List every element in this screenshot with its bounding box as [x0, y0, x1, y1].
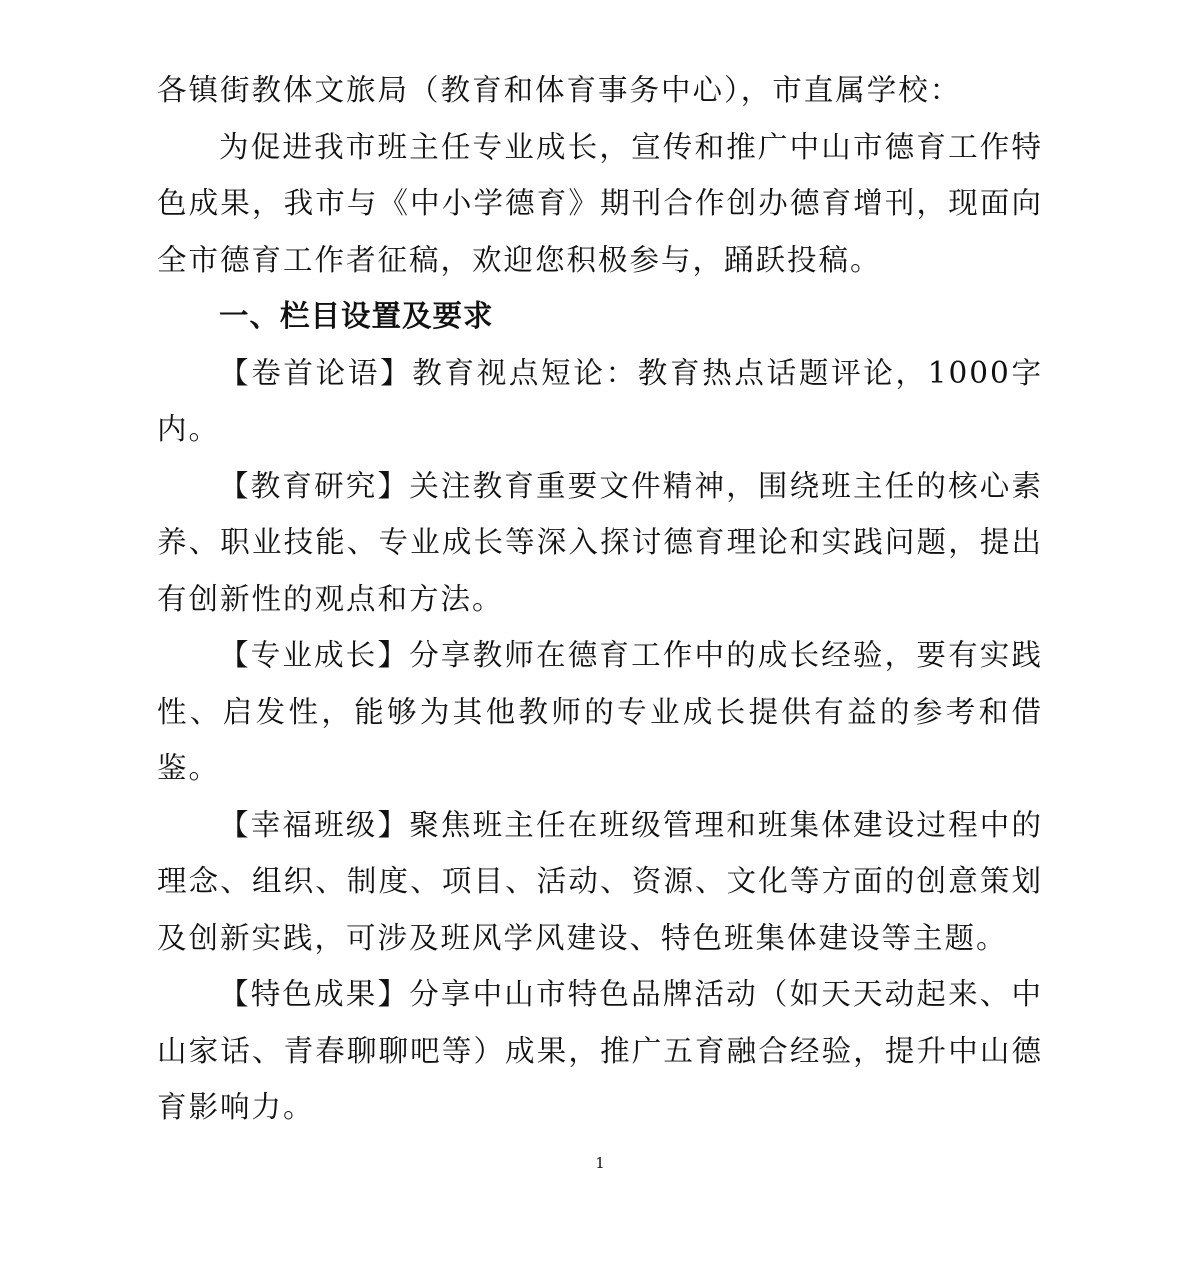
page-number: 1	[595, 1154, 605, 1172]
column-item-preface: 【卷首论语】教育视点短论：教育热点话题评论，1000字内。	[157, 355, 1043, 446]
intro-paragraph: 为促进我市班主任专业成长，宣传和推广中山市德育工作特色成果，我市与《中小学德育》期刊合作创办德育增刊，现面向全市德育工作者征稿，欢迎您积极参与，踊跃投稿。	[157, 129, 1043, 277]
column-item-class: 【幸福班级】聚焦班主任在班级管理和班集体建设过程中的理念、组织、制度、项目、活动、资源、文化等方面的创意策划及创新实践，可涉及班风学风建设、特色班集体建设等主题。	[157, 807, 1043, 955]
column-item-achievements: 【特色成果】分享中山市特色品牌活动（如天天动起来、中山家话、青春聊聊吧等）成果，推广五育融合经验，提升中山德育影响力。	[157, 977, 1043, 1124]
document-body	[157, 62, 1043, 1136]
section-heading: 一、栏目设置及要求	[219, 298, 494, 333]
column-item-growth: 【专业成长】分享教师在德育工作中的成长经验，要有实践性、启发性，能够为其他教师的专业成长提供有益的参考和借鉴。	[157, 638, 1043, 785]
salutation: 各镇街教体文旅局（教育和体育事务中心），市直属学校：	[157, 73, 962, 107]
column-item-research: 【教育研究】关注教育重要文件精神，围绕班主任的核心素养、职业技能、专业成长等深入探讨德育理论和实践问题，提出有创新性的观点和方法。	[157, 468, 1043, 616]
